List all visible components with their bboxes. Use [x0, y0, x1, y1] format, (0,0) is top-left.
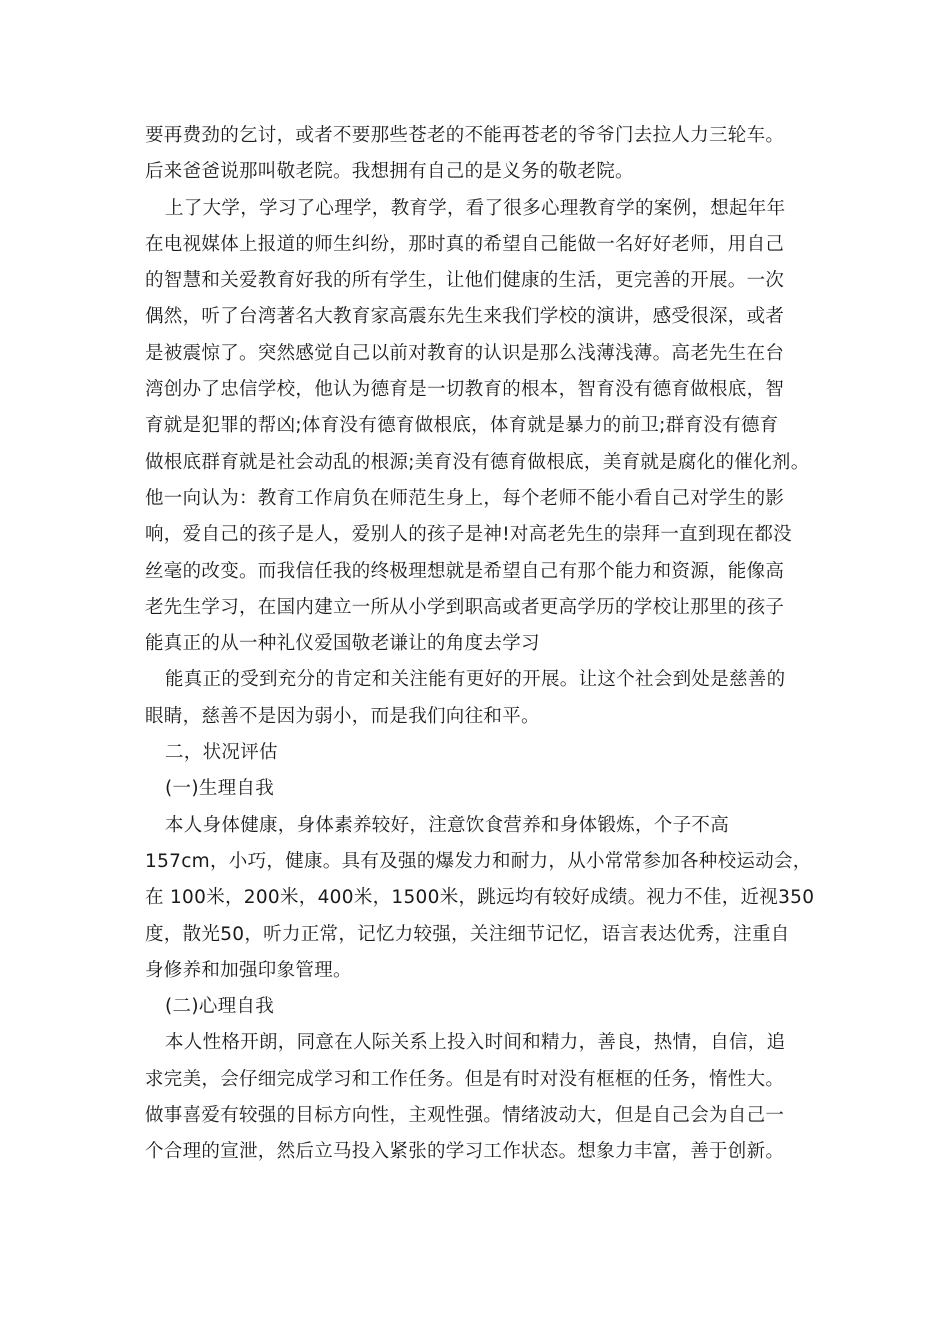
text-line: 他一向认为：教育工作肩负在师范生身上，每个老师不能小看自己对学生的影 — [145, 487, 785, 509]
text-line: 157cm，小巧，健康。具有及强的爆发力和耐力，从小常常参加各种校运动会， — [145, 850, 812, 872]
text-line: 丝毫的改变。而我信任我的终极理想就是希望自己有那个能力和资源，能像高 — [145, 560, 785, 582]
text-line: 做根底群育就是社会动乱的根源;美育没有德育做根底，美育就是腐化的催化剂。 — [145, 451, 810, 473]
text-line: 做事喜爱有较强的目标方向性，主观性强。情绪波动大，但是自己会为自己一 — [145, 1105, 785, 1127]
text-line: 响，爱自己的孩子是人，爱别人的孩子是神!对高老先生的崇拜一直到现在都没 — [145, 524, 792, 546]
text-line: 后来爸爸说那叫敬老院。我想拥有自己的是义务的敬老院。 — [145, 161, 634, 183]
text-line: 求完美，会仔细完成学习和工作任务。但是有时对没有框框的任务，惰性大。 — [145, 1068, 785, 1090]
text-line: 育就是犯罪的帮凶;体育没有德育做根底，体育就是暴力的前卫;群育没有德育 — [145, 415, 779, 437]
text-line: 能真正的受到充分的肯定和关注能有更好的开展。让这个社会到处是慈善的 — [165, 669, 786, 691]
text-line: 湾创办了忠信学校，他认为德育是一切教育的根本，智育没有德育做根底，智 — [145, 379, 785, 401]
text-line: 偶然，听了台湾著名大教育家高震东先生来我们学校的演讲，感受很深，或者 — [145, 306, 785, 328]
subsection-heading: (二)心理自我 — [165, 996, 275, 1018]
text-line: 上了大学，学习了心理学，教育学，看了很多心理教育学的案例，想起年年 — [165, 197, 786, 219]
text-line: 在电视媒体上报道的师生纠纷，那时真的希望自己能做一名好好老师，用自己 — [145, 233, 785, 255]
text-line: 度，散光50，听力正常，记忆力较强，关注细节记忆，语言表达优秀，注重自 — [145, 923, 790, 945]
text-line: 老先生学习，在国内建立一所从小学到职高或者更高学历的学校让那里的孩子 — [145, 596, 785, 618]
text-line: 本人性格开朗，同意在人际关系上投入时间和精力，善良，热情，自信，追 — [165, 1032, 786, 1054]
text-line: 是被震惊了。突然感觉自己以前对教育的认识是那么浅薄浅薄。高老先生在台 — [145, 342, 785, 364]
text-line: 个合理的宣泄，然后立马投入紧张的学习工作状态。想象力丰富，善于创新。 — [145, 1141, 785, 1163]
text-line: 的智慧和关爱教育好我的所有学生，让他们健康的生活，更完善的开展。一次 — [145, 270, 785, 292]
text-line: 能真正的从一种礼仪爱国敬老谦让的角度去学习 — [145, 633, 540, 655]
text-line: 本人身体健康，身体素养较好，注意饮食营养和身体锻炼，个子不高 — [165, 814, 730, 836]
text-line: 眼睛，慈善不是因为弱小，而是我们向往和平。 — [145, 705, 540, 727]
subsection-heading: (一)生理自我 — [165, 778, 275, 800]
section-heading: 二，状况评估 — [165, 742, 278, 764]
body-text — [145, 118, 835, 1171]
text-line: 在 100米，200米，400米，1500米，跳远均有较好成绩。视力不佳，近视350 — [145, 887, 815, 909]
text-line: 身修养和加强印象管理。 — [145, 959, 352, 981]
text-line: 要再费劲的乞讨，或者不要那些苍老的不能再苍老的爷爷门去拉人力三轮车。 — [145, 125, 785, 146]
